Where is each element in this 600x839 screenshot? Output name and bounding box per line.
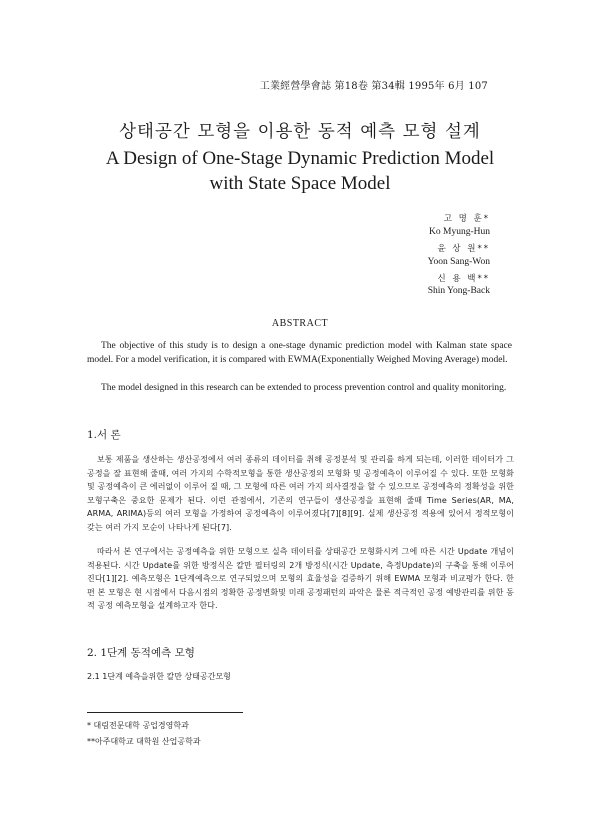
- section-1-paragraph-1: 보통 제품을 생산하는 생산공정에서 여러 종류의 데이터를 취해 공정분석 및 관리를 하게 되는데, 이러한 데이터가 그 공정을 잘 표현해 줄때, 여러 가지의 수학적모형을 통한 생산공정의 모형화 및 공정예측이 이루어질 수 있다. 또한 모형화 및 공정예측이 큰 에러없이 이루어 질 때, 그 모형에 따른 여러 가지 의사결정을 할 수 있으므로 공정예측의 정확성을 위한 모형구축은 중요한 문제가 된다. 이런 관점에서, 기존의 연구들이 생산공정을 표현해 줄때 Time Series(AR, MA, ARMA, ARIMA)등의 여러 모형을 가정하여 공정예측이 이루어졌다[7][8][9]. 실제 생산공정 적용에 있어서 정적모형이 갖는 여러 가지 모순이 나타나게 된다[7].: [87, 455, 514, 532]
- footnote-1: * 대림전문대학 공업경영학과: [87, 721, 189, 730]
- running-head: 工業經營學會誌 第18卷 第34輯 1995年 6月 107: [259, 81, 488, 92]
- section-2-heading: 2. 1단계 동적예측 모형: [87, 647, 195, 659]
- author-3-english: Shin Yong-Back: [427, 286, 490, 296]
- section-2-1-subheading: 2.1 1단계 예측을위한 칼만 상태공간모형: [87, 672, 231, 681]
- author-2-korean: 윤 상 원**: [437, 244, 490, 254]
- author-2-english: Yoon Sang-Won: [427, 257, 490, 267]
- abstract-paragraph-2: The model designed in this research can be extended to process prevention control and quality monitoring.: [101, 383, 507, 393]
- abstract-heading: ABSTRACT: [271, 318, 329, 329]
- abstract-paragraph-1: The objective of this study is to design a one-stage dynamic prediction model with Kalman state space model. For a model verification, it is compared with EWMA(Exponentially Weighed Moving Average) model.: [87, 341, 512, 365]
- section-1-heading: 1.서 론: [87, 429, 121, 441]
- footnote-2: **아주대학교 대학원 산업공학과: [87, 737, 201, 746]
- author-3-korean: 신 용 백**: [437, 274, 490, 284]
- author-1-korean: 고 명 훈*: [443, 214, 490, 224]
- title-english-line2: with State Space Model: [209, 173, 391, 194]
- title-korean: 상태공간 모형을 이용한 동적 예측 모형 설계: [119, 122, 481, 142]
- section-1-paragraph-2: 따라서 본 연구에서는 공정예측을 위한 모형으로 실측 데이터를 상태공간 모형화시켜 그에 따른 시간 Update 개념이 적용된다. 시간 Update를 위한 방정식은 칼만 필터링의 2개 방정식(시간 Update, 측정Update)의 구축을 통해 이루어 진다[1][2]. 예측모형은 1단계예측으로 연구되었으며 모형의 효율성을 검증하기 위해 EWMA 모형과 비교평가 한다. 한편 본 모형은 현 시점에서 다음시점의 정확한 공정변화및 미래 공정패턴의 파악은 물론 적극적인 공정 예방관리를 위한 동적 공정 예측모형을 설계하고자 한다.: [87, 547, 514, 610]
- title-english-line1: A Design of One-Stage Dynamic Prediction Model: [105, 148, 495, 169]
- footnote-divider: [87, 712, 243, 713]
- author-1-english: Ko Myung-Hun: [429, 227, 490, 237]
